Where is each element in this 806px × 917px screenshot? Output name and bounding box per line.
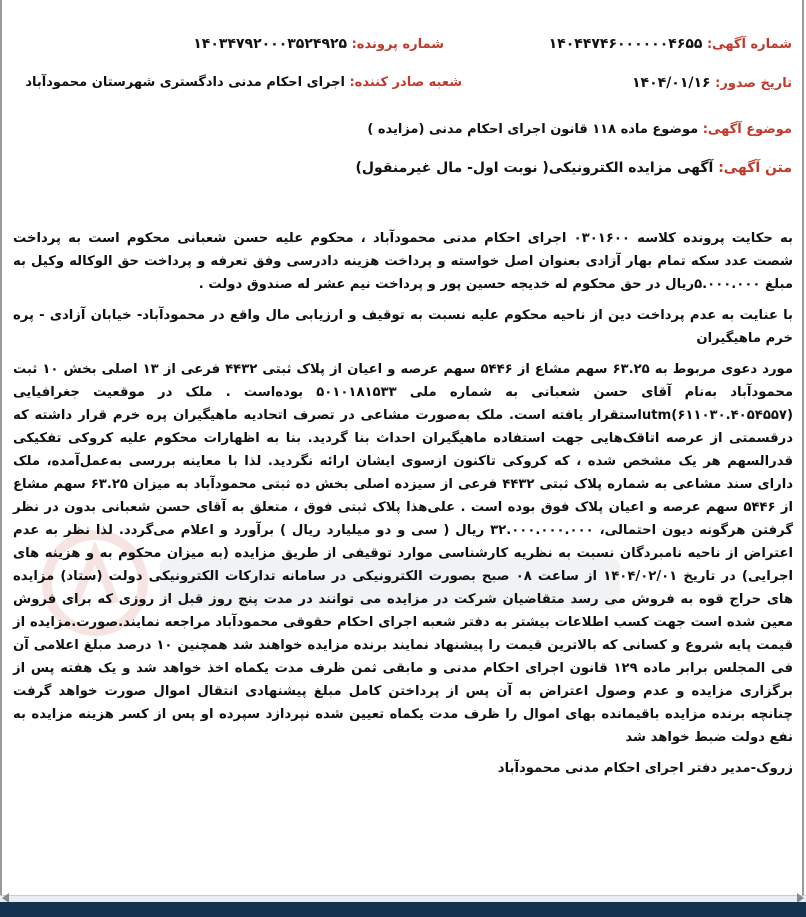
issue-date-label: تاریخ صدور: — [715, 76, 792, 91]
branch-row — [25, 75, 462, 90]
case-number: ۱۴۰۳۴۷۹۲۰۰۰۳۵۲۴۹۲۵ — [193, 36, 348, 52]
issue-date: ۱۴۰۴/۰۱/۱۶ — [632, 75, 711, 91]
issue-date-row — [632, 75, 792, 91]
subject-label: موضوع آگهی: — [702, 122, 792, 137]
case-number-label: شماره پرونده: — [351, 37, 444, 52]
notice-number: ۱۴۰۴۴۷۴۶۰۰۰۰۰۰۴۶۵۵ — [548, 36, 703, 52]
paragraph-1: به حکایت پرونده کلاسه ۰۳۰۱۶۰۰ اجرای احکام مدنی محمودآباد ، محکوم علیه حسن شعبانی محکوم است به پرداخت شصت عدد سکه تمام بهار آزادی بعنوان اصل خواسته و پرداخت هزینه دادرسی وفق تعرفه و پرداخت حق الوکاله وکیل به مبلغ ۵.۰۰۰.۰۰۰ریال در حق محکوم له خدیجه حسین پور و پرداخت نیم عشر له صندوق دولت . — [13, 231, 793, 292]
text-label: متن آگهی: — [718, 160, 792, 176]
notice-number-row — [549, 36, 792, 52]
case-number-row — [193, 36, 444, 52]
paragraph-2: با عنایت به عدم پرداخت دین از ناحیه محکوم علیه نسبت به توقیف و ارزیابی مال واقع در محمودآباد- خیابان آزادی - پره خرم ماهیگیران — [13, 308, 793, 346]
paragraph-3: مورد دعوی مربوط به ۶۳.۲۵ سهم مشاع از ۵۴۴۶ سهم عرصه و اعیان از پلاک ثبتی ۴۴۳۲ فرعی از ۱۳ اصلی بخش ۱۰ ثبت محمودآباد به‌نام آقای حسن شعبانی به شماره ملی ۵۰۱۰۱۸۱۵۳۳ بوده‌است . ملک در موقعیت جغرافیایی utm(۶۱۱۰۳۰.۴۰۵۴۵۵۷)استقرار یافته است. ملک به‌صورت مشاعی در تصرف اتحادیه ماهیگیران پره خرم قرار داشته که درقسمتی از عرصه اتاقک‌هایی جهت استفاده ماهیگیران احداث بنا گردید. بنا به اظهارات محکوم علیه کروکی تفکیکی قدرالسهم هر یک مشخص شده ، که کروکی تاکنون ازسوی ایشان ارائه نگردید. لذا با معاینه بررسی به‌عمل‌آمده، ملک دارای سند مشاعی به شماره پلاک ثبتی ۴۴۳۲ فرعی از سیزده اصلی بخش ده ثبتی محمودآباد به میزان ۶۳.۲۵ سهم مشاع از ۵۴۴۶ سهم عرصه و اعیان پلاک فوق بوده است . علی‌هذا پلاک ثبتی فوق ، متعلق به آقای حسن شعبانی بدون در نظر گرفتن هرگونه دیون احتمالی، ۳۲.۰۰۰.۰۰۰.۰۰۰ ریال ( سی و دو میلیارد ریال ) برآورد و اعلام می‌گردد. لذا نظر به عدم اعتراض از ناحیه نامبردگان نسبت به نظریه کارشناسی موارد توقیفی از طریق مزایده (به میزان محکوم به و هزینه های اجرایی) در تاریخ ۱۴۰۴/۰۲/۰۱ از ساعت ۰۸ صبح بصورت الکترونیکی در سامانه تدارکات الکترونیکی دولت (ستاد) مزایده های حراج قوه به فروش می رسد متقاضیان شرکت در مزایده می توانند در مدت پنج روز قبل از روزی که برای فروش معین شده است جهت کسب اطلاعات بیشتر به دفتر شعبه اجرای احکام حقوقی محمودآباد مراجعه نمایند.صورت.مزایده از قیمت پایه شروع و کسانی که بالاترین قیمت را پیشنهاد نمایند برنده مزایده خواهند شد همچنین ۱۰ درصد مبلغ اعلامی آن فی المجلس برابر ماده ۱۲۹ قانون اجرای احکام مدنی و مابقی ثمن ظرف مدت یکماه اخذ خواهد شد و یک هفته پس از برگزاری مزایده و عدم وصول اعتراض به آن پس از پرداختن کامل مبلغ پیشنهادی انتقال اموال صورت خواهد گرفت چنانچه برنده مزایده باقیمانده بهای اموال را ظرف مدت یکماه تعیین شده نپردازد سپرده او پس از کسر هزینه مزایده به نفع دولت ضبط خواهد شد — [13, 362, 794, 745]
signature: زروک-مدیر دفتر اجرای احکام مدنی محمودآباد — [497, 761, 793, 776]
branch-label: شعبه صادر کننده: — [349, 75, 462, 90]
notice-body — [13, 227, 793, 788]
text-title: آگهی مزایده الکترونیکی( نوبت اول- مال غیرمنقول) — [355, 160, 714, 176]
notice-number-label: شماره آگهی: — [706, 37, 792, 52]
text-title-row — [356, 160, 792, 176]
subject-text: موضوع ماده ۱۱۸ قانون اجرای احکام مدنی (مزایده ) — [367, 122, 699, 137]
footer-bar — [0, 902, 806, 917]
branch-name: اجرای احکام مدنی دادگستری شهرستان محمودآباد — [25, 75, 345, 90]
subject-row — [367, 122, 792, 137]
